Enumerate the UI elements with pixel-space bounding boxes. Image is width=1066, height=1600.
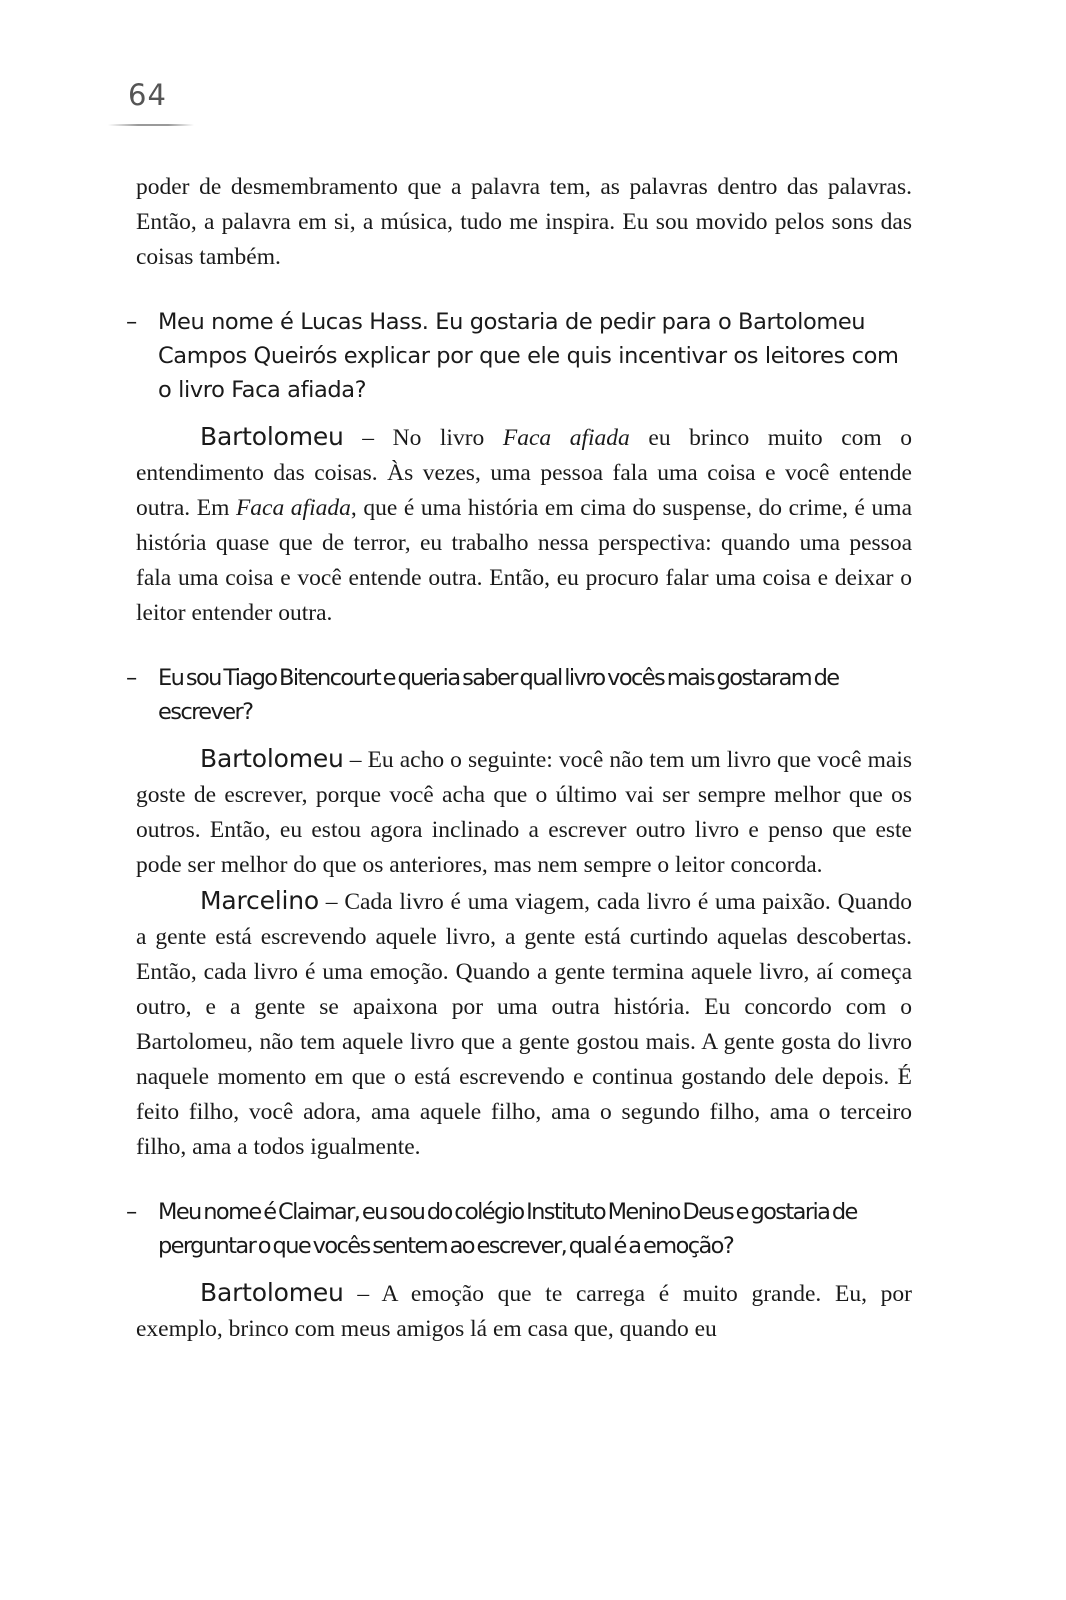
page-content [126,170,913,1347]
audience-question-claimar [126,1195,912,1263]
answer-text: , que é uma história em cima do suspense, do crime, é uma história quase que de terror, eu trabalho nessa perspectiva: quando uma pessoa fala uma coisa e você entende outra. Então, eu procuro falar uma coisa e deixar o leitor entender outra. [136,495,913,626]
speaker-name: Marcelino [200,886,319,915]
page-number-rule [108,124,194,126]
answer-bartolomeu-favorite-book [136,741,912,883]
page-number: 64 [128,78,167,112]
answer-text: Eu acho o seguinte: você não tem um livro que você mais goste de escrever, porque você acha que o último vai ser sempre melhor que os outros. Então, eu estou agora inclinado a escrever outro livro e penso que este pode ser melhor do que os anteriores, mas nem sempre o leitor concorda. [136,747,912,878]
answer-text: Cada livro é uma viagem, cada livro é uma paixão. Quando a gente está escrevendo aquele livro, a gente está curtindo aquelas descobertas. Então, cada livro é uma emoção. Quando a gente termina aquele livro, aí começa outro, e a gente se apaixona por uma outra história. Eu concordo com o Bartolomeu, não tem aquele livro que a gente gostou mais. A gente gosta do livro naquele momento em que o está escrevendo e continua gostando dele depois. É feito filho, você adora, ama aquele filho, ama o segundo filho, ama o terceiro filho, ama a todos igualmente. [136,889,912,1160]
speaker-separator: – [343,747,368,773]
answer-text: eu brinco muito com o entendimento das coisas. Às vezes, uma pessoa fala uma coisa e você entende outra. Em [136,425,913,521]
question-dash: – [126,309,137,335]
question-dash: – [126,665,136,691]
answer-text: No livro [392,425,503,451]
audience-question-tiago [126,661,912,729]
speaker-separator: – [343,425,393,451]
speaker-name: Bartolomeu [200,1278,344,1307]
answer-text: A emoção que te carrega é muito grande. Eu, por exemplo, brinco com meus amigos lá em casa que, quando eu [136,1281,912,1342]
answer-bartolomeu-emotion [136,1275,912,1347]
paragraph-continuation: poder de desmembramento que a palavra tem, as palavras dentro das palavras. Então, a palavra em si, a música, tudo me inspira. Eu sou movido pelos sons das coisas também. [136,174,912,270]
speaker-name: Bartolomeu [200,422,344,451]
book-title-italic: Faca afiada [502,425,630,451]
speaker-name: Bartolomeu [200,744,344,773]
question-dash: – [126,1199,136,1225]
question-text: Meu nome é Lucas Hass. Eu gostaria de pedir para o Bartolomeu Campos Queirós explicar por que ele quis incentivar os leitores com o livro Faca afiada? [158,309,899,403]
question-text: Meu nome é Claimar, eu sou do colégio Instituto Menino Deus e gostaria de perguntar o que vocês sentem ao escrever, qual é a emoção? [158,1199,857,1259]
book-title-italic: Faca afiada [235,495,351,521]
speaker-separator: – [318,889,345,915]
speaker-separator: – [343,1281,382,1307]
answer-marcelino-favorite-book [136,883,912,1165]
question-text: Eu sou Tiago Bitencourt e queria saber qual livro vocês mais gostaram de escrever? [158,665,839,725]
audience-question-lucas [126,305,912,407]
answer-bartolomeu-faca-afiada [136,419,912,631]
